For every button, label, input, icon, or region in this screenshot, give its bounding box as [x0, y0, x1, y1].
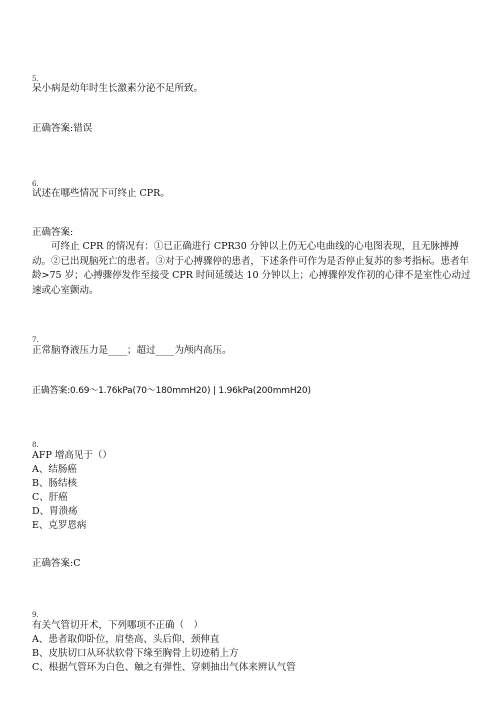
question-number: 7.: [32, 336, 39, 344]
answer-body: 可终止 CPR 的情况有：①已正确进行 CPR30 分钟以上仍无心电曲线的心电图表现，且无脉搏搏动。②已出现脑死亡的患者。③对于心搏骤停的患者，下述条件可作为是否停止复苏的参考指标。患者年龄>75 岁；心搏骤停发作至接受 CPR 时间延缓达 10 分钟以上；心搏骤停发作初的心律不是室性心动过速或心室颤动。: [32, 241, 471, 296]
option-b: B、皮肤切口从环状软骨下缘至胸骨上切迹稍上方: [32, 648, 239, 659]
question-number: 8.: [32, 441, 39, 449]
option-c: C、肝癌: [32, 492, 68, 503]
question-stem: 呆小病是幼年时生长激素分泌不足所致。: [32, 83, 204, 94]
option-c: C、根据气管环为白色、触之有弹性、穿刺抽出气体来辨认气管: [32, 662, 296, 673]
question-number: 9.: [32, 611, 39, 619]
question-stem: 有关气管切开术，下列哪项不正确（ ）: [32, 620, 204, 631]
answer-text: 正确答案:0.69～1.76kPa(70～180mmH20) | 1.96kPa(200mmH20): [32, 386, 311, 396]
answer-label: 正确答案:: [32, 227, 74, 238]
option-a: A、患者取仰卧位，肩垫高、头后仰、颈伸直: [32, 634, 220, 645]
option-a: A、结肠癌: [32, 464, 77, 475]
question-number: 6.: [32, 180, 39, 188]
answer-text: 正确答案:C: [32, 558, 81, 569]
option-b: B、肠结核: [32, 478, 77, 489]
question-stem: 试述在哪些情况下可终止 CPR。: [32, 188, 170, 199]
option-e: E、克罗恩病: [32, 520, 87, 531]
question-number: 5.: [32, 75, 39, 83]
option-d: D、胃溃疡: [32, 506, 78, 517]
question-stem: 正常脑脊液压力是____；超过____为颅内高压。: [32, 345, 232, 356]
question-stem: AFP 增高见于（）: [32, 450, 112, 461]
answer-text: 正确答案:错误: [32, 123, 93, 134]
